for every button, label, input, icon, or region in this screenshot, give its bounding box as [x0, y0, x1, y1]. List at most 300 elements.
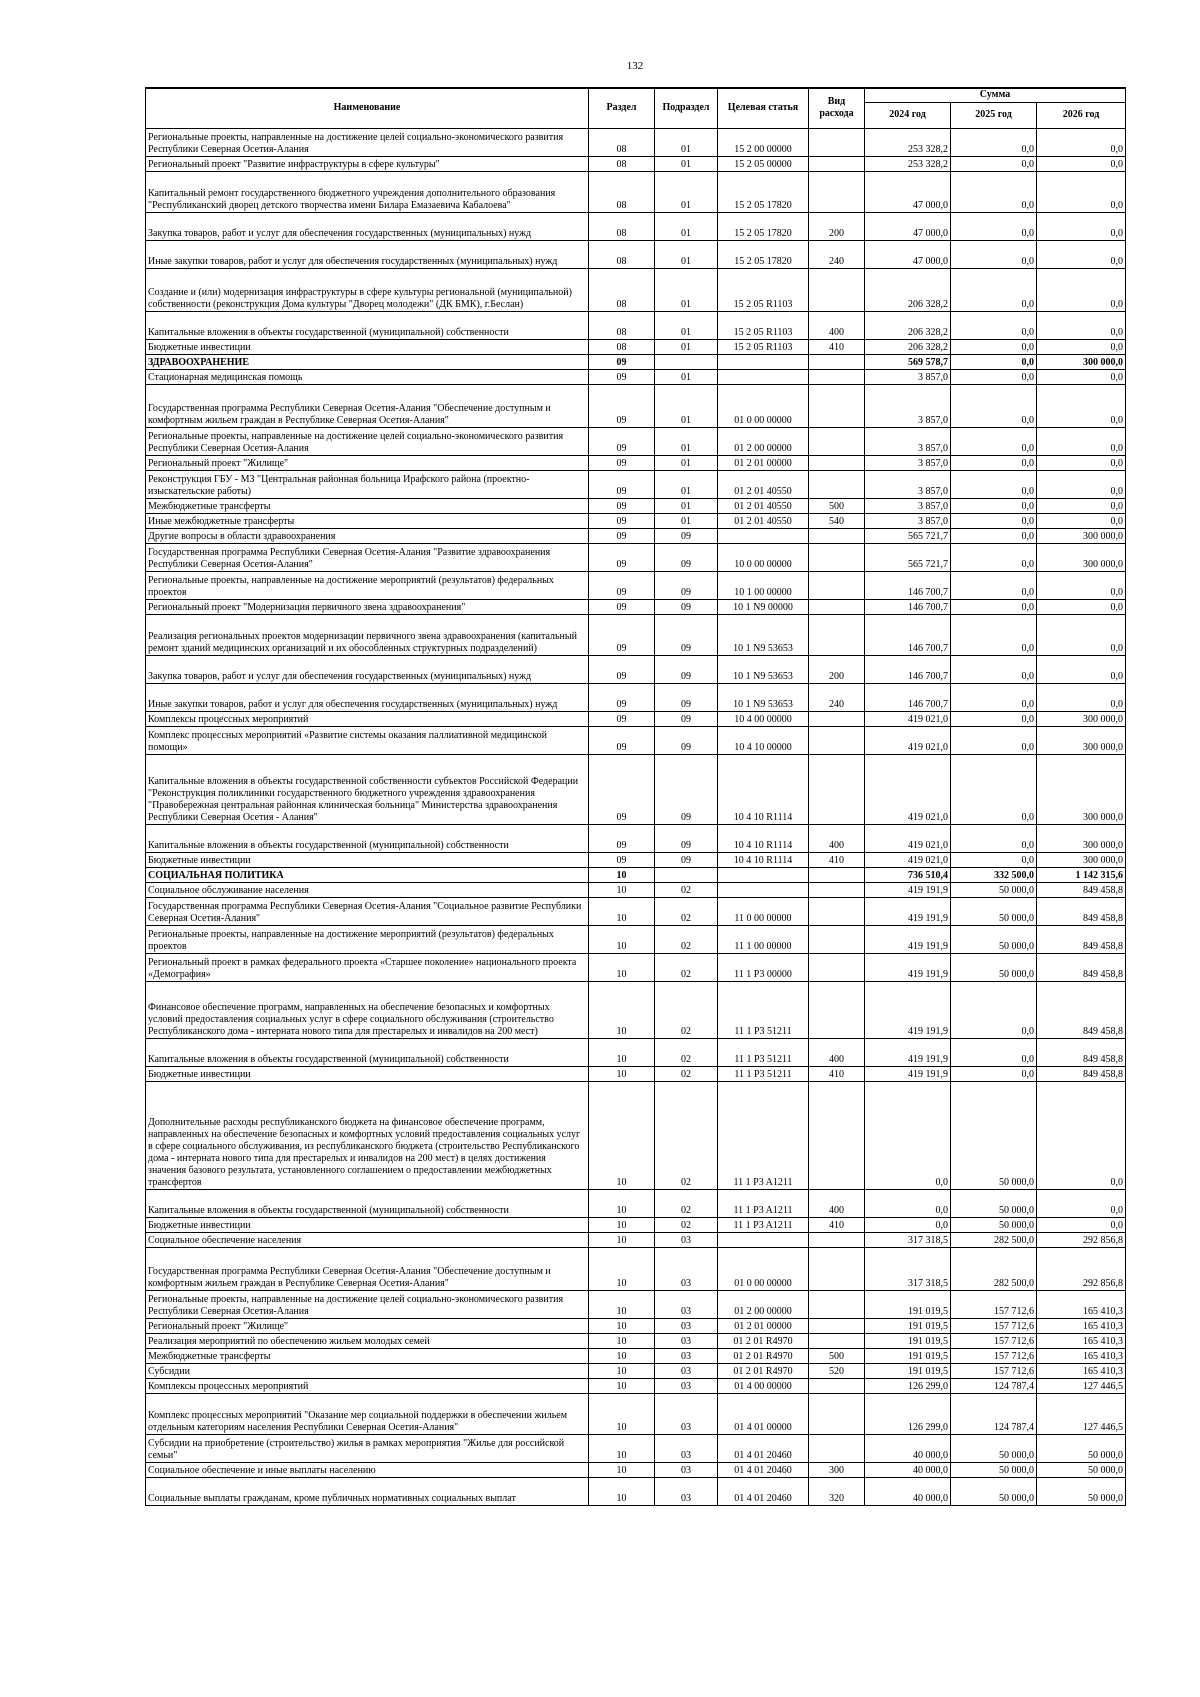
cell-subsection: 03	[655, 1318, 718, 1333]
cell-2024: 206 328,2	[865, 268, 951, 311]
cell-name: Иные межбюджетные трансферты	[146, 513, 589, 528]
cell-target: 10 4 10 R1114	[718, 754, 809, 824]
cell-2026: 292 856,8	[1037, 1232, 1126, 1247]
cell-2024: 3 857,0	[865, 455, 951, 470]
cell-section: 09	[589, 354, 655, 369]
cell-expense-type	[809, 156, 865, 171]
cell-name: Региональный проект "Жилище"	[146, 455, 589, 470]
cell-target: 01 0 00 00000	[718, 384, 809, 427]
cell-2024: 253 328,2	[865, 128, 951, 156]
cell-target: 15 2 05 00000	[718, 156, 809, 171]
cell-subsection: 01	[655, 384, 718, 427]
table-row	[146, 513, 1126, 528]
table-row	[146, 882, 1126, 897]
table-row	[146, 711, 1126, 726]
cell-name: Реконструкция ГБУ - МЗ "Центральная районная больница Ирафского района (проектно-изыскательские работы)	[146, 470, 589, 498]
cell-expense-type	[809, 882, 865, 897]
cell-section: 09	[589, 726, 655, 754]
table-row	[146, 455, 1126, 470]
cell-2024: 47 000,0	[865, 212, 951, 240]
cell-target: 15 2 05 17820	[718, 240, 809, 268]
cell-2025: 0,0	[951, 528, 1037, 543]
cell-target: 10 1 N9 53653	[718, 683, 809, 711]
cell-2026: 165 410,3	[1037, 1333, 1126, 1348]
cell-target: 11 1 P3 51211	[718, 981, 809, 1038]
cell-name: Региональный проект в рамках федерального проекта «Старшее поколение» национального проекта «Демография»	[146, 953, 589, 981]
cell-section: 09	[589, 513, 655, 528]
cell-target: 01 2 01 40550	[718, 470, 809, 498]
cell-2024: 126 299,0	[865, 1378, 951, 1393]
cell-subsection: 02	[655, 882, 718, 897]
table-row	[146, 953, 1126, 981]
table-row	[146, 1348, 1126, 1363]
cell-2026: 300 000,0	[1037, 754, 1126, 824]
cell-2026: 0,0	[1037, 240, 1126, 268]
cell-section: 10	[589, 1247, 655, 1290]
cell-2024: 253 328,2	[865, 156, 951, 171]
cell-target: 15 2 05 R1103	[718, 311, 809, 339]
cell-target: 01 2 00 00000	[718, 1290, 809, 1318]
table-row	[146, 498, 1126, 513]
cell-name: Реализация региональных проектов модернизации первичного звена здравоохранения (капитальный ремонт зданий медицинских организаций и их обособленных структурных подразделений)	[146, 614, 589, 655]
table-row	[146, 1247, 1126, 1290]
cell-name: Региональные проекты, направленные на достижение целей социально-экономического развития Республики Северная Осетия-Алания	[146, 1290, 589, 1318]
cell-section: 09	[589, 384, 655, 427]
cell-target: 10 4 10 R1114	[718, 824, 809, 852]
cell-subsection: 01	[655, 311, 718, 339]
cell-2025: 0,0	[951, 711, 1037, 726]
cell-expense-type: 240	[809, 683, 865, 711]
header-target: Целевая статья	[718, 88, 809, 128]
cell-expense-type	[809, 369, 865, 384]
cell-2024: 317 318,5	[865, 1247, 951, 1290]
table-row	[146, 1378, 1126, 1393]
cell-name: Межбюджетные трансферты	[146, 1348, 589, 1363]
cell-name: Государственная программа Республики Северная Осетия-Алания "Развитие здравоохранения Республики Северная Осетия-Алания"	[146, 543, 589, 571]
cell-2024: 3 857,0	[865, 369, 951, 384]
cell-2024: 3 857,0	[865, 384, 951, 427]
cell-name: Капитальные вложения в объекты государственной собственности субъектов Российской Федерации "Реконструкция поликлиники государственного бюджетного учреждения здравоохранения "Правобережная центральная районная клиническая больница" Министерства здравоохранения Республики Северная Осетия - Алания"	[146, 754, 589, 824]
cell-2025: 0,0	[951, 981, 1037, 1038]
cell-subsection: 09	[655, 543, 718, 571]
cell-name: Комплексы процессных мероприятий	[146, 711, 589, 726]
budget-table	[145, 87, 1126, 1506]
cell-2025: 0,0	[951, 455, 1037, 470]
cell-section: 10	[589, 1066, 655, 1081]
cell-2026: 0,0	[1037, 599, 1126, 614]
cell-2025: 0,0	[951, 427, 1037, 455]
cell-name: Капитальные вложения в объекты государственной (муниципальной) собственности	[146, 1189, 589, 1217]
cell-section: 08	[589, 156, 655, 171]
budget-table-container	[145, 87, 1125, 1506]
cell-subsection: 03	[655, 1363, 718, 1378]
cell-expense-type: 520	[809, 1363, 865, 1378]
cell-2026: 300 000,0	[1037, 543, 1126, 571]
cell-subsection: 03	[655, 1348, 718, 1363]
cell-expense-type: 400	[809, 824, 865, 852]
cell-expense-type: 410	[809, 339, 865, 354]
cell-name: Бюджетные инвестиции	[146, 339, 589, 354]
cell-2026: 0,0	[1037, 1217, 1126, 1232]
cell-2025: 124 787,4	[951, 1378, 1037, 1393]
table-row	[146, 1081, 1126, 1189]
cell-name: Социальные выплаты гражданам, кроме публичных нормативных социальных выплат	[146, 1477, 589, 1505]
cell-expense-type: 410	[809, 852, 865, 867]
cell-name: Государственная программа Республики Северная Осетия-Алания "Обеспечение доступным и комфортным жильем граждан в Республике Северная Осетия-Алания"	[146, 1247, 589, 1290]
cell-section: 10	[589, 1477, 655, 1505]
cell-2024: 146 700,7	[865, 683, 951, 711]
cell-expense-type	[809, 571, 865, 599]
cell-subsection: 09	[655, 571, 718, 599]
cell-expense-type	[809, 953, 865, 981]
cell-expense-type: 400	[809, 1189, 865, 1217]
cell-2025: 0,0	[951, 156, 1037, 171]
cell-expense-type	[809, 1081, 865, 1189]
cell-subsection: 09	[655, 655, 718, 683]
cell-name: Бюджетные инвестиции	[146, 852, 589, 867]
cell-subsection	[655, 354, 718, 369]
cell-2026: 0,0	[1037, 369, 1126, 384]
cell-target	[718, 528, 809, 543]
cell-target: 11 1 P3 A1211	[718, 1081, 809, 1189]
cell-expense-type	[809, 1434, 865, 1462]
cell-target: 11 1 00 00000	[718, 925, 809, 953]
cell-name: Субсидии	[146, 1363, 589, 1378]
table-row	[146, 897, 1126, 925]
cell-target: 10 1 N9 00000	[718, 599, 809, 614]
cell-2024: 191 019,5	[865, 1290, 951, 1318]
cell-2026: 0,0	[1037, 655, 1126, 683]
cell-expense-type	[809, 1247, 865, 1290]
cell-subsection: 09	[655, 614, 718, 655]
cell-name: Реализация мероприятий по обеспечению жильем молодых семей	[146, 1333, 589, 1348]
cell-2024: 40 000,0	[865, 1434, 951, 1462]
cell-section: 10	[589, 1378, 655, 1393]
cell-section: 09	[589, 614, 655, 655]
cell-target: 01 2 01 R4970	[718, 1363, 809, 1378]
cell-2026: 165 410,3	[1037, 1318, 1126, 1333]
cell-name: Региональный проект "Жилище"	[146, 1318, 589, 1333]
cell-expense-type	[809, 427, 865, 455]
cell-2025: 50 000,0	[951, 1217, 1037, 1232]
cell-name: Закупка товаров, работ и услуг для обеспечения государственных (муниципальных) нужд	[146, 212, 589, 240]
cell-2024: 146 700,7	[865, 571, 951, 599]
cell-2025: 0,0	[951, 240, 1037, 268]
table-row	[146, 683, 1126, 711]
cell-2025: 157 712,6	[951, 1318, 1037, 1333]
table-row	[146, 1477, 1126, 1505]
cell-name: Иные закупки товаров, работ и услуг для обеспечения государственных (муниципальных) нужд	[146, 683, 589, 711]
cell-subsection: 09	[655, 528, 718, 543]
cell-section: 08	[589, 339, 655, 354]
cell-expense-type	[809, 711, 865, 726]
cell-target	[718, 354, 809, 369]
cell-2025: 50 000,0	[951, 1434, 1037, 1462]
cell-target: 01 4 01 20460	[718, 1477, 809, 1505]
cell-expense-type: 410	[809, 1217, 865, 1232]
cell-2025: 0,0	[951, 171, 1037, 212]
cell-section: 08	[589, 212, 655, 240]
cell-subsection: 02	[655, 925, 718, 953]
cell-2026: 0,0	[1037, 614, 1126, 655]
cell-subsection: 01	[655, 212, 718, 240]
cell-2025: 0,0	[951, 543, 1037, 571]
cell-expense-type	[809, 354, 865, 369]
cell-subsection: 09	[655, 599, 718, 614]
cell-name: Бюджетные инвестиции	[146, 1066, 589, 1081]
cell-section: 09	[589, 543, 655, 571]
cell-subsection: 02	[655, 1189, 718, 1217]
cell-target: 01 4 00 00000	[718, 1378, 809, 1393]
table-row	[146, 1232, 1126, 1247]
cell-subsection: 03	[655, 1232, 718, 1247]
cell-section: 10	[589, 1363, 655, 1378]
cell-section: 10	[589, 1038, 655, 1066]
cell-2024: 191 019,5	[865, 1348, 951, 1363]
cell-subsection: 01	[655, 268, 718, 311]
cell-subsection: 01	[655, 455, 718, 470]
cell-2025: 0,0	[951, 513, 1037, 528]
cell-2024: 3 857,0	[865, 498, 951, 513]
cell-2025: 50 000,0	[951, 925, 1037, 953]
cell-2026: 0,0	[1037, 498, 1126, 513]
cell-2025: 50 000,0	[951, 897, 1037, 925]
cell-section: 09	[589, 470, 655, 498]
table-row	[146, 824, 1126, 852]
cell-expense-type	[809, 614, 865, 655]
cell-name: Капитальные вложения в объекты государственной (муниципальной) собственности	[146, 1038, 589, 1066]
cell-name: Региональные проекты, направленные на достижение мероприятий (результатов) федеральных проектов	[146, 571, 589, 599]
cell-name: Капитальный ремонт государственного бюджетного учреждения дополнительного образования "Республиканский дворец детского творчества имени Билара Емазаевича Кабалоева"	[146, 171, 589, 212]
cell-2026: 849 458,8	[1037, 882, 1126, 897]
cell-2026: 300 000,0	[1037, 852, 1126, 867]
cell-2024: 206 328,2	[865, 339, 951, 354]
cell-expense-type	[809, 1393, 865, 1434]
cell-expense-type: 320	[809, 1477, 865, 1505]
cell-subsection: 09	[655, 754, 718, 824]
cell-2025: 0,0	[951, 212, 1037, 240]
cell-section: 09	[589, 528, 655, 543]
cell-2024: 126 299,0	[865, 1393, 951, 1434]
cell-2026: 165 410,3	[1037, 1348, 1126, 1363]
cell-name: Региональные проекты, направленные на достижение целей социально-экономического развития Республики Северная Осетия-Алания	[146, 128, 589, 156]
cell-2026: 0,0	[1037, 1189, 1126, 1217]
cell-target: 01 4 01 20460	[718, 1462, 809, 1477]
cell-section: 10	[589, 1189, 655, 1217]
cell-expense-type	[809, 925, 865, 953]
cell-target: 01 2 01 00000	[718, 1318, 809, 1333]
table-row	[146, 614, 1126, 655]
cell-2026: 300 000,0	[1037, 726, 1126, 754]
cell-name: Региональный проект "Модернизация первичного звена здравоохранения"	[146, 599, 589, 614]
cell-2025: 157 712,6	[951, 1348, 1037, 1363]
cell-subsection: 02	[655, 953, 718, 981]
cell-2026: 0,0	[1037, 311, 1126, 339]
cell-target: 01 2 01 40550	[718, 498, 809, 513]
table-row	[146, 311, 1126, 339]
cell-section: 09	[589, 655, 655, 683]
cell-expense-type: 500	[809, 1348, 865, 1363]
cell-2025: 50 000,0	[951, 1081, 1037, 1189]
cell-2024: 40 000,0	[865, 1477, 951, 1505]
cell-section: 10	[589, 1318, 655, 1333]
cell-2024: 419 191,9	[865, 1066, 951, 1081]
cell-2024: 419 021,0	[865, 824, 951, 852]
table-row	[146, 384, 1126, 427]
cell-subsection: 01	[655, 369, 718, 384]
cell-subsection: 03	[655, 1393, 718, 1434]
table-row	[146, 240, 1126, 268]
cell-2026: 849 458,8	[1037, 925, 1126, 953]
cell-2024: 3 857,0	[865, 470, 951, 498]
cell-name: Социальное обеспечение населения	[146, 1232, 589, 1247]
cell-target: 10 4 10 00000	[718, 726, 809, 754]
cell-subsection: 01	[655, 427, 718, 455]
cell-2025: 50 000,0	[951, 1189, 1037, 1217]
cell-section: 10	[589, 953, 655, 981]
cell-2024: 569 578,7	[865, 354, 951, 369]
cell-2024: 565 721,7	[865, 528, 951, 543]
cell-2025: 50 000,0	[951, 1462, 1037, 1477]
cell-2026: 165 410,3	[1037, 1363, 1126, 1378]
cell-subsection	[655, 867, 718, 882]
cell-name: Финансовое обеспечение программ, направленных на обеспечение безопасных и комфортных условий предоставления социальных услуг в сфере социального обслуживания (строительство Республиканского дома - интерната нового типа для престарелых и инвалидов на 200 мест)	[146, 981, 589, 1038]
cell-2024: 419 191,9	[865, 925, 951, 953]
cell-2025: 0,0	[951, 824, 1037, 852]
cell-expense-type	[809, 1378, 865, 1393]
cell-name: Капитальные вложения в объекты государственной (муниципальной) собственности	[146, 311, 589, 339]
page-number: 132	[626, 60, 644, 72]
cell-2024: 317 318,5	[865, 1232, 951, 1247]
cell-subsection: 03	[655, 1333, 718, 1348]
cell-2025: 0,0	[951, 268, 1037, 311]
cell-section: 09	[589, 427, 655, 455]
cell-section: 09	[589, 599, 655, 614]
cell-expense-type: 500	[809, 498, 865, 513]
cell-name: Региональный проект "Развитие инфраструктуры в сфере культуры"	[146, 156, 589, 171]
cell-target: 15 2 05 R1103	[718, 268, 809, 311]
cell-expense-type	[809, 384, 865, 427]
cell-target: 01 2 01 R4970	[718, 1333, 809, 1348]
cell-subsection: 09	[655, 711, 718, 726]
cell-2024: 191 019,5	[865, 1333, 951, 1348]
table-row	[146, 1333, 1126, 1348]
cell-expense-type: 200	[809, 655, 865, 683]
table-row	[146, 925, 1126, 953]
cell-target	[718, 867, 809, 882]
cell-section: 08	[589, 268, 655, 311]
cell-section: 08	[589, 311, 655, 339]
table-row	[146, 571, 1126, 599]
cell-section: 10	[589, 897, 655, 925]
cell-2025: 0,0	[951, 470, 1037, 498]
cell-2026: 0,0	[1037, 513, 1126, 528]
header-subsection: Подраздел	[655, 88, 718, 128]
cell-2026: 50 000,0	[1037, 1477, 1126, 1505]
cell-section: 09	[589, 754, 655, 824]
cell-target: 11 1 P3 A1211	[718, 1189, 809, 1217]
table-row	[146, 655, 1126, 683]
cell-subsection: 03	[655, 1378, 718, 1393]
table-row	[146, 543, 1126, 571]
cell-2026: 300 000,0	[1037, 354, 1126, 369]
cell-subsection: 01	[655, 470, 718, 498]
cell-2026: 849 458,8	[1037, 897, 1126, 925]
cell-2024: 3 857,0	[865, 427, 951, 455]
cell-expense-type	[809, 470, 865, 498]
cell-2026: 0,0	[1037, 156, 1126, 171]
cell-2025: 0,0	[951, 128, 1037, 156]
cell-section: 10	[589, 1462, 655, 1477]
cell-target: 15 2 05 17820	[718, 212, 809, 240]
cell-2025: 0,0	[951, 571, 1037, 599]
table-row	[146, 1363, 1126, 1378]
table-row	[146, 1290, 1126, 1318]
cell-name: Иные закупки товаров, работ и услуг для обеспечения государственных (муниципальных) нужд	[146, 240, 589, 268]
cell-expense-type	[809, 1290, 865, 1318]
cell-2026: 0,0	[1037, 571, 1126, 599]
cell-subsection: 02	[655, 1066, 718, 1081]
cell-name: Стационарная медицинская помощь	[146, 369, 589, 384]
cell-subsection: 01	[655, 128, 718, 156]
cell-2026: 127 446,5	[1037, 1378, 1126, 1393]
cell-2025: 0,0	[951, 683, 1037, 711]
cell-section: 09	[589, 369, 655, 384]
cell-target	[718, 882, 809, 897]
cell-2024: 419 191,9	[865, 897, 951, 925]
header-sum: Сумма	[865, 88, 1126, 102]
cell-expense-type	[809, 543, 865, 571]
cell-section: 10	[589, 1290, 655, 1318]
cell-subsection: 01	[655, 156, 718, 171]
cell-2026: 50 000,0	[1037, 1462, 1126, 1477]
cell-subsection: 03	[655, 1462, 718, 1477]
cell-section: 09	[589, 824, 655, 852]
cell-section: 10	[589, 1434, 655, 1462]
cell-2026: 1 142 315,6	[1037, 867, 1126, 882]
cell-target: 01 4 01 20460	[718, 1434, 809, 1462]
cell-2024: 419 021,0	[865, 711, 951, 726]
cell-section: 10	[589, 867, 655, 882]
header-expense-type: Вид расхода	[809, 88, 865, 128]
cell-subsection: 09	[655, 824, 718, 852]
cell-expense-type	[809, 981, 865, 1038]
table-row	[146, 1189, 1126, 1217]
cell-expense-type	[809, 268, 865, 311]
cell-expense-type: 540	[809, 513, 865, 528]
cell-2025: 282 500,0	[951, 1247, 1037, 1290]
cell-section: 10	[589, 1217, 655, 1232]
cell-subsection: 01	[655, 498, 718, 513]
cell-target: 10 1 N9 53653	[718, 655, 809, 683]
cell-name: Капитальные вложения в объекты государственной (муниципальной) собственности	[146, 824, 589, 852]
cell-2026: 0,0	[1037, 683, 1126, 711]
cell-2024: 0,0	[865, 1189, 951, 1217]
cell-2024: 0,0	[865, 1081, 951, 1189]
cell-2024: 47 000,0	[865, 171, 951, 212]
cell-name: Создание и (или) модернизация инфраструктуры в сфере культуры региональной (муниципальной) собственности (реконструкция Дома культуры "Дворец молодежи" (ДК БМК), г.Беслан)	[146, 268, 589, 311]
cell-2026: 0,0	[1037, 212, 1126, 240]
header-section: Раздел	[589, 88, 655, 128]
cell-section: 09	[589, 571, 655, 599]
cell-expense-type	[809, 867, 865, 882]
table-row	[146, 156, 1126, 171]
table-row	[146, 1462, 1126, 1477]
cell-target: 10 1 N9 53653	[718, 614, 809, 655]
cell-target: 11 1 P3 51211	[718, 1038, 809, 1066]
cell-subsection: 01	[655, 339, 718, 354]
cell-name: Комплекс процессных мероприятий «Развитие системы оказания паллиативной медицинской помощи»	[146, 726, 589, 754]
